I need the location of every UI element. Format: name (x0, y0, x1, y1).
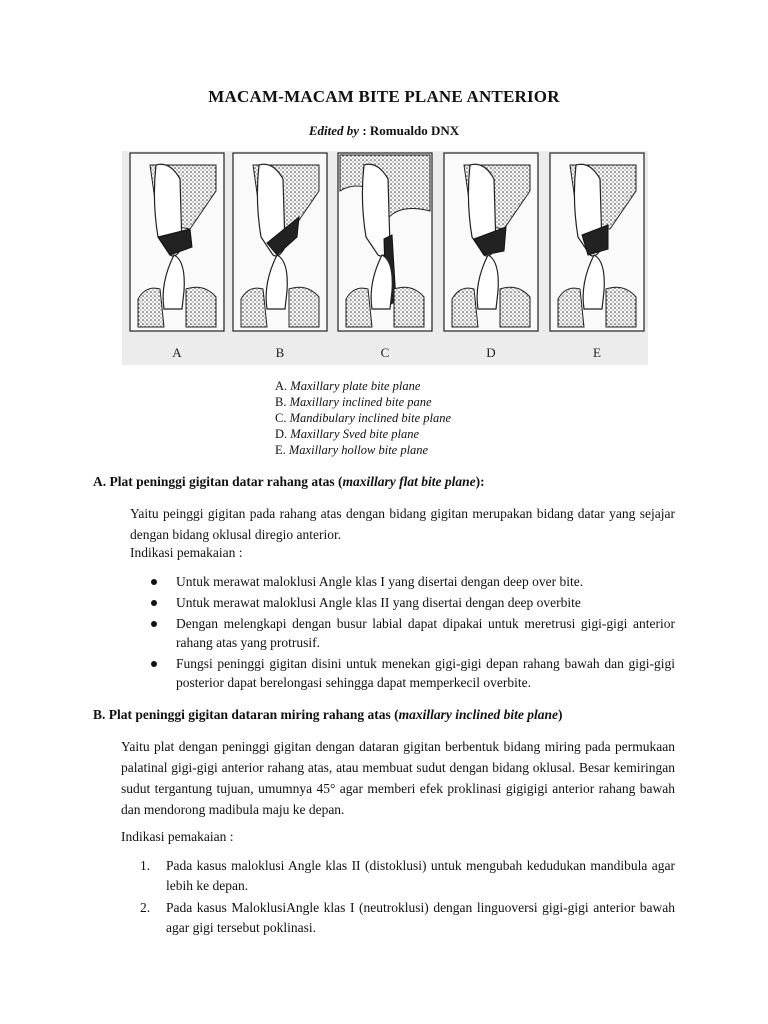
tooth-panel (338, 153, 432, 360)
section-a-paragraph: Yaitu peinggi gigitan pada rahang atas dengan bidang gigitan merupakan bidang datar yang sejajar dengan bidang oklusal diregio anterior. (130, 506, 675, 542)
list-item: 2. Pada kasus MaloklusiAngle klas I (neutroklusi) dengan linguoversi gigi-gigi anterior bawah agar gigi tersebut poklinasi. (140, 900, 675, 935)
legend-item: E. Maxillary hollow bite plane (275, 443, 429, 457)
tooth-panel (130, 153, 224, 360)
tooth-panel (233, 153, 327, 360)
panel-letter: A (172, 345, 182, 360)
tooth-panel (550, 153, 644, 360)
bullet-icon (151, 579, 157, 585)
section-a-indication-label: Indikasi pemakaian : (130, 545, 243, 560)
bullet-icon (151, 661, 157, 667)
panel-letter: C (380, 345, 390, 360)
section-b-heading: B. Plat peninggi gigitan dataran miring rahang atas (maxillary inclined bite plane) (93, 707, 563, 722)
tooth-panel (444, 153, 538, 360)
document-title: MACAM-MACAM BITE PLANE ANTERIOR (208, 87, 560, 106)
figure-legend (275, 378, 451, 458)
section-a-heading: A. Plat peninggi gigitan datar rahang atas (maxillary flat bite plane): (93, 474, 485, 489)
panel-letter: B (275, 345, 285, 360)
panel-letter: E (593, 345, 601, 360)
section-b-indication-label: Indikasi pemakaian : (121, 829, 234, 844)
edited-by-label: Edited by (308, 123, 360, 138)
legend-item: C. Mandibulary inclined bite plane (275, 411, 452, 425)
list-item: Untuk merawat maloklusi Angle klas I yang disertai dengan deep over bite. (150, 572, 675, 591)
bullet-icon (151, 600, 157, 606)
legend-item: B. Maxillary inclined bite pane (275, 395, 432, 409)
list-item: Dengan melengkapi dengan busur labial dapat dipakai untuk meretrusi gigi-gigi anterior rahang atas yang protrusif. (150, 614, 675, 652)
legend-item: D. Maxillary Sved bite plane (275, 427, 420, 441)
edited-by-separator: : (359, 123, 370, 138)
bite-plane-illustration (122, 151, 648, 365)
section-a-bullet-list (150, 572, 675, 694)
section-b-numbered-list (140, 856, 675, 940)
bullet-icon (151, 621, 157, 627)
legend-item: A. Maxillary plate bite plane (275, 379, 421, 393)
list-item: Untuk merawat maloklusi Angle klas II yang disertai dengan deep overbite (150, 593, 675, 612)
bite-plane-figure (122, 151, 648, 365)
list-item: 1. Pada kasus maloklusi Angle klas II (distoklusi) untuk mengubah kedudukan mandibula agar lebih ke depan. (140, 858, 675, 893)
editor-line (0, 123, 768, 139)
list-item: Fungsi peninggi gigitan disini untuk menekan gigi-gigi depan rahang bawah dan gigi-gigi posterior dapat berelongasi sehingga dapat memperkecil overbite. (150, 654, 675, 692)
section-b-paragraph: Yaitu plat dengan peninggi gigitan dengan dataran gigitan berbentuk bidang miring pada permukaan palatinal gigi-gigi anterior rahang atas, atau membuat sudut dengan bidang oklusal. Besar kemiringan sudut tergantung tujuan, umumnya 45° agar memberi efek proklinasi gigigigi anterior rahang bawah dan mendorong madibula maju ke depan. (121, 739, 675, 817)
panel-letter: D (486, 345, 496, 360)
edited-by-name: Romualdo DNX (369, 123, 460, 138)
